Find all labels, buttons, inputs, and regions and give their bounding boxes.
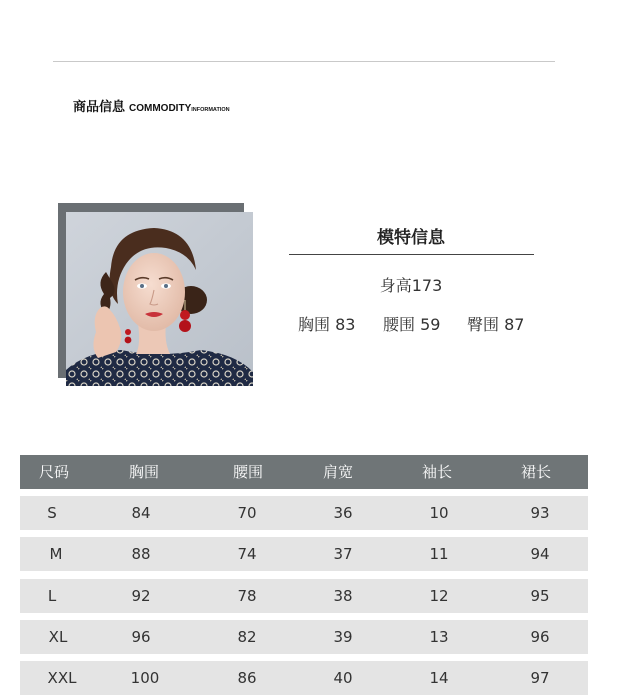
table-cell: 10 <box>429 504 449 522</box>
section-heading <box>73 96 230 120</box>
section-title-cn: 商品信息 <box>73 100 126 115</box>
table-cell: 12 <box>429 587 449 605</box>
size-table-header <box>20 455 588 489</box>
table-row <box>20 496 588 530</box>
header-cell: 尺码 <box>38 463 70 481</box>
table-cell: XL <box>48 628 68 646</box>
table-cell: 95 <box>530 587 550 605</box>
model-photo <box>66 212 253 386</box>
table-cell: 74 <box>237 545 257 563</box>
table-row <box>20 661 588 695</box>
header-cell: 袖长 <box>421 463 453 481</box>
table-cell: 13 <box>429 628 449 646</box>
table-cell: 97 <box>530 669 550 687</box>
table-cell: 40 <box>333 669 353 687</box>
table-row <box>20 537 588 571</box>
model-bust: 胸围 83 <box>298 315 356 334</box>
table-cell: 39 <box>333 628 353 646</box>
table-cell: 96 <box>530 628 550 646</box>
table-cell: 100 <box>130 669 160 687</box>
table-cell: 88 <box>131 545 151 563</box>
section-title-en: COMMODITY <box>129 103 192 114</box>
table-cell: 11 <box>429 545 449 563</box>
header-cell: 胸围 <box>128 463 160 481</box>
table-cell: 92 <box>131 587 151 605</box>
model-info-divider <box>289 254 534 255</box>
table-cell: 78 <box>237 587 257 605</box>
table-cell: L <box>47 587 57 605</box>
table-row <box>20 620 588 654</box>
table-cell: S <box>47 504 57 522</box>
table-cell: 38 <box>333 587 353 605</box>
table-cell: 96 <box>131 628 151 646</box>
table-cell: 37 <box>333 545 353 563</box>
header-cell: 裙长 <box>520 463 552 481</box>
header-cell: 腰围 <box>232 463 264 481</box>
table-cell: XXL <box>47 669 77 687</box>
table-cell: 86 <box>237 669 257 687</box>
top-divider <box>53 61 555 62</box>
header-cell: 肩宽 <box>322 463 354 481</box>
table-cell: 94 <box>530 545 550 563</box>
model-info-title: 模特信息 <box>377 228 445 248</box>
table-cell: 82 <box>237 628 257 646</box>
table-cell: 70 <box>237 504 257 522</box>
model-height: 身高173 <box>379 276 443 295</box>
table-cell: 14 <box>429 669 449 687</box>
model-waist: 腰围 59 <box>383 315 441 334</box>
table-cell: 93 <box>530 504 550 522</box>
model-hips: 臀围 87 <box>467 315 525 334</box>
table-row <box>20 579 588 613</box>
table-cell: 84 <box>131 504 151 522</box>
table-cell: 36 <box>333 504 353 522</box>
table-cell: M <box>49 545 63 563</box>
section-title-en-sub: INFORMATION <box>191 107 230 113</box>
